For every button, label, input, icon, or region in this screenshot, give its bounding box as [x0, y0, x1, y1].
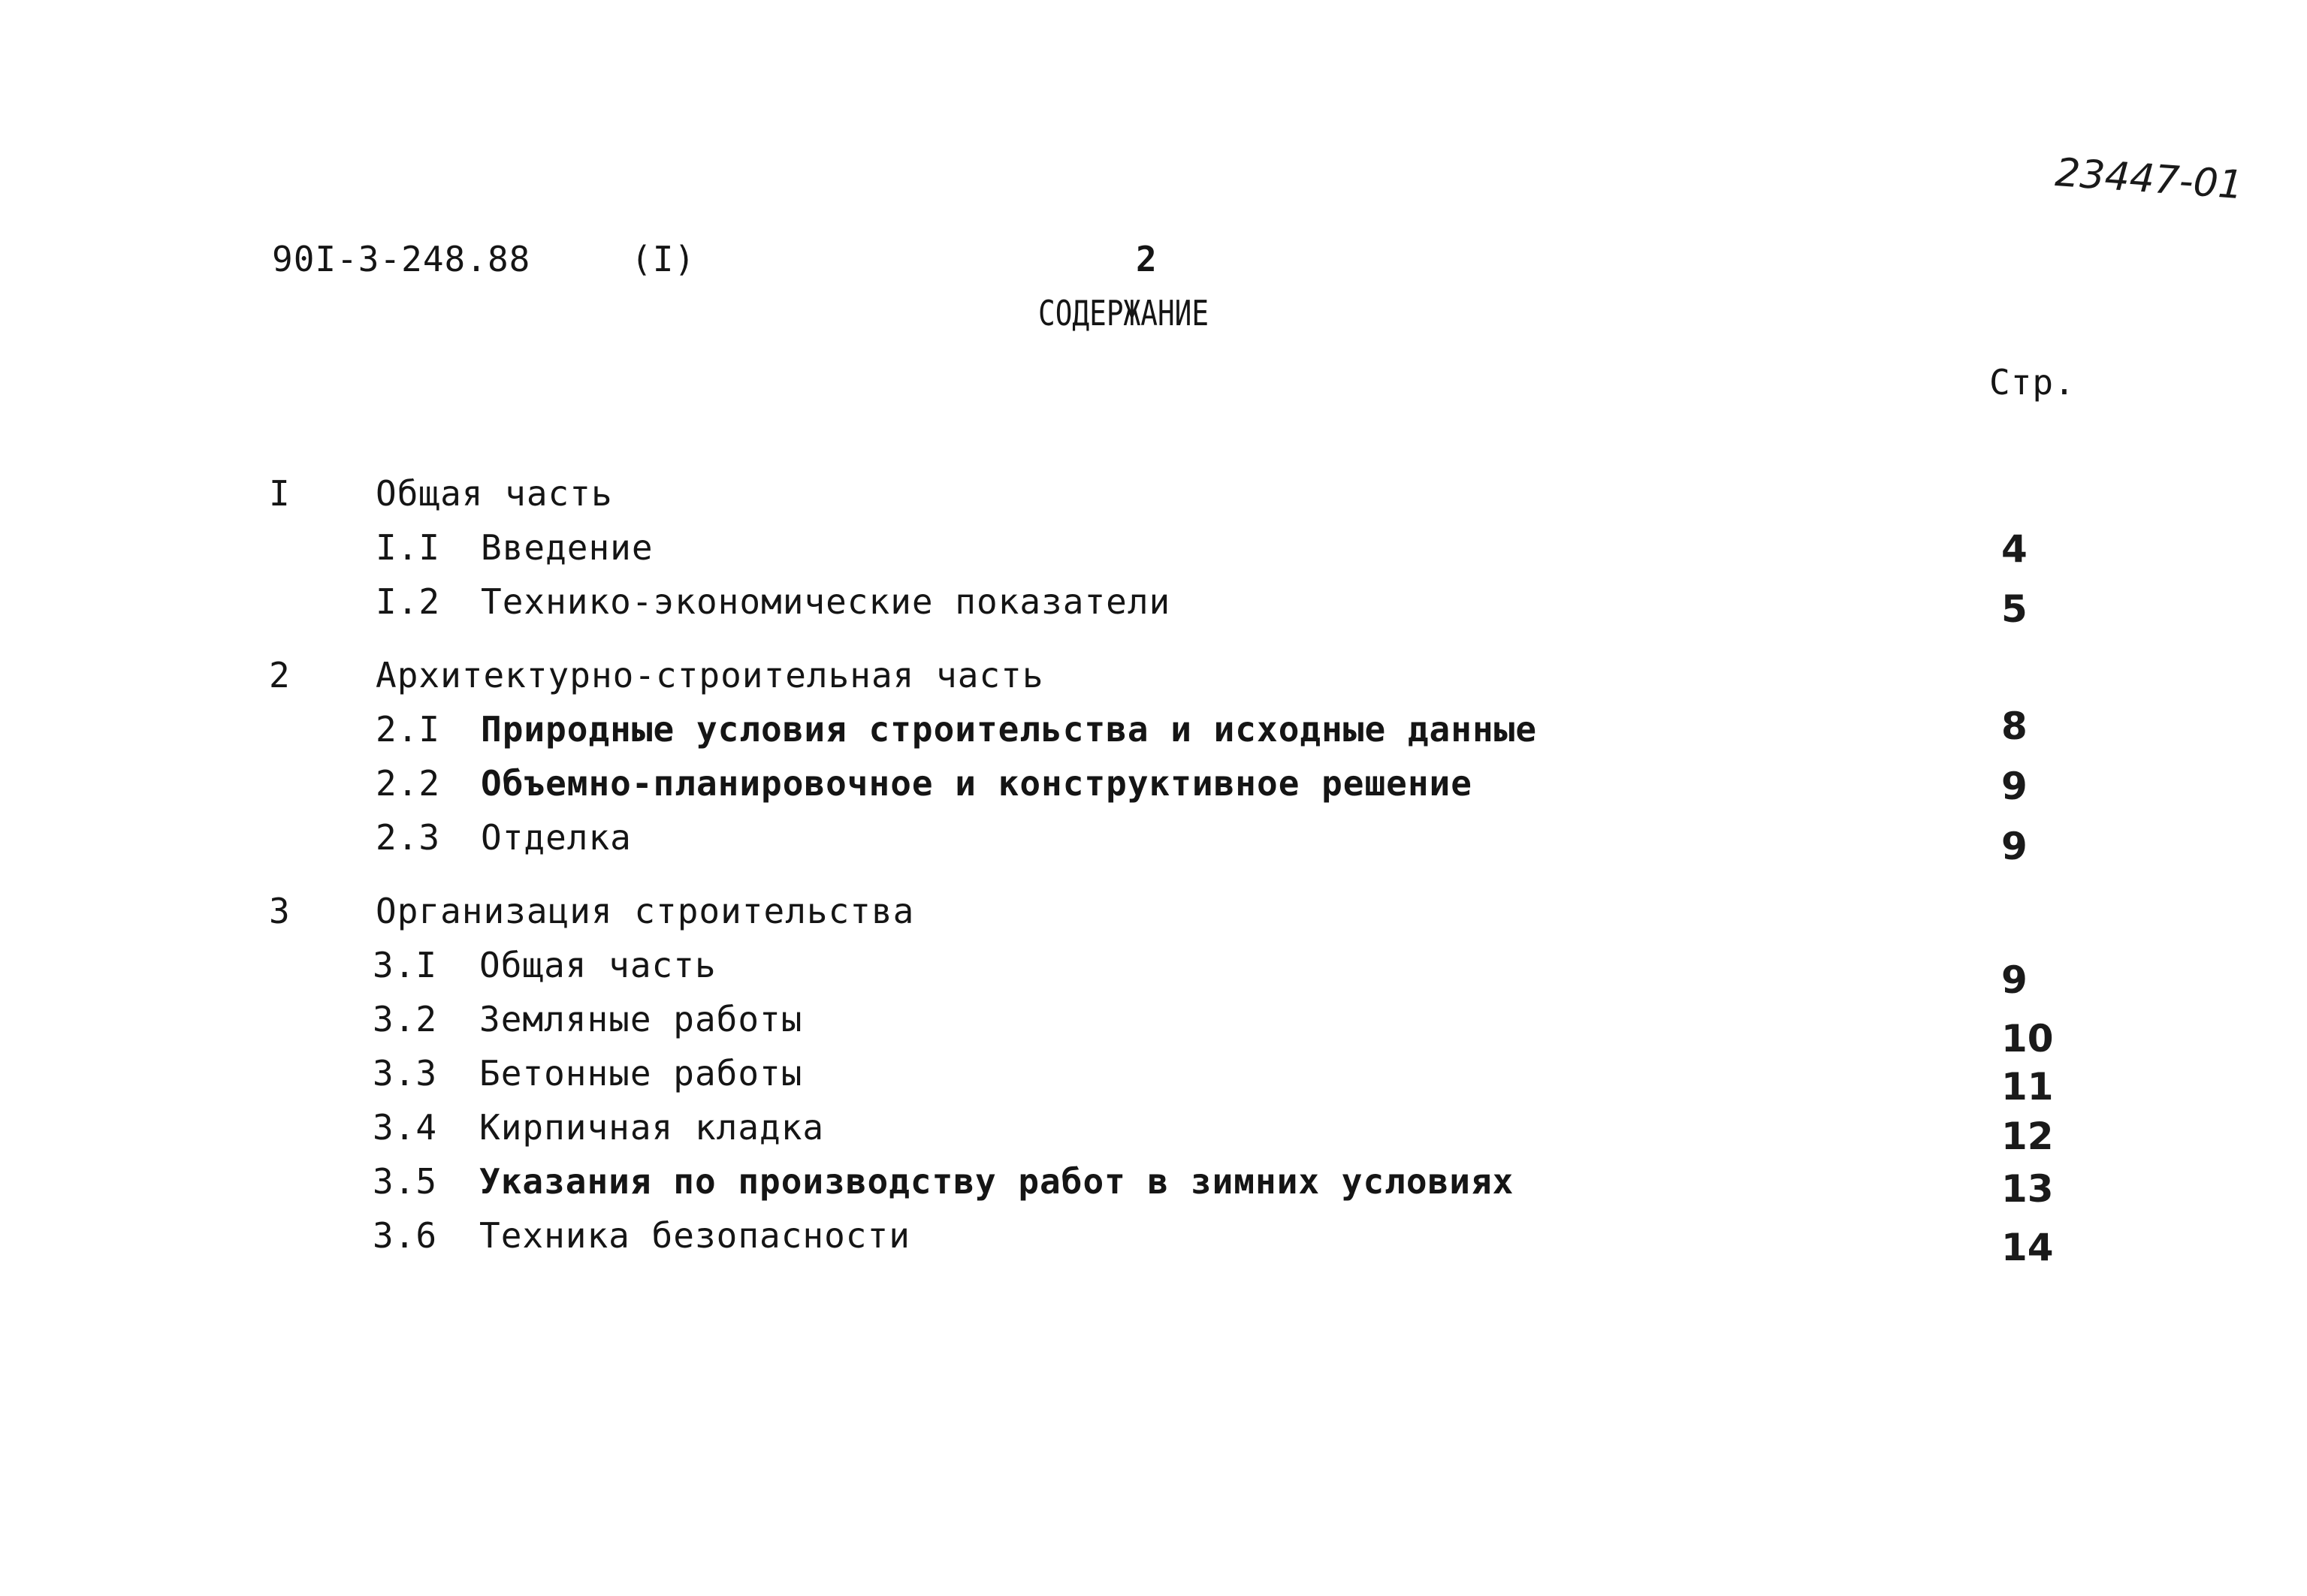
- subsection-page: 5: [2001, 587, 2028, 631]
- section-number: 3: [269, 891, 291, 931]
- subsection-page: 9: [2001, 958, 2028, 1002]
- volume-number: (I): [631, 239, 696, 279]
- subsection-title: Общая часть: [479, 945, 717, 985]
- section-number: 2: [269, 655, 291, 695]
- subsection-number: 3.I: [373, 945, 438, 985]
- subsection-title: Техника безопасности: [479, 1215, 910, 1256]
- subsection-page: 4: [2001, 527, 2028, 571]
- subsection-number: 3.6: [373, 1215, 438, 1256]
- subsection-number: I.I: [376, 527, 441, 568]
- subsection-title: Технико-экономические показатели: [481, 581, 1171, 622]
- subsection-page: 9: [2001, 765, 2028, 808]
- subsection-number: 2.3: [376, 817, 441, 858]
- subsection-page: 8: [2001, 704, 2028, 748]
- section-number: I: [269, 473, 291, 514]
- subsection-number: 3.5: [373, 1161, 438, 1202]
- subsection-page: 11: [2001, 1065, 2054, 1109]
- subsection-page: 14: [2001, 1226, 2054, 1269]
- subsection-number: 3.4: [373, 1107, 438, 1148]
- subsection-number: 3.3: [373, 1053, 438, 1094]
- subsection-page: 9: [2001, 825, 2028, 868]
- subsection-number: I.2: [376, 581, 441, 622]
- document-code: 90I-3-248.88: [272, 239, 531, 279]
- subsection-title: Кирпичная кладка: [479, 1107, 825, 1148]
- section-title: Общая часть: [376, 473, 613, 514]
- subsection-number: 2.I: [376, 709, 441, 750]
- section-title: Организация строительства: [376, 891, 915, 931]
- subsection-title: Земляные работы: [479, 999, 803, 1039]
- archive-stamp-number: 23447-01: [2053, 150, 2245, 209]
- subsection-title: Введение: [481, 527, 654, 568]
- page-column-label: Стр.: [1989, 362, 2076, 403]
- subsection-page: 12: [2001, 1115, 2054, 1158]
- subsection-number: 2.2: [376, 763, 441, 804]
- subsection-page: 13: [2001, 1167, 2054, 1211]
- subsection-title: Природные условия строительства и исходные данные: [481, 709, 1538, 750]
- page-title: СОДЕРЖАНИЕ: [1038, 293, 1209, 333]
- subsection-title: Отделка: [481, 817, 632, 858]
- section-title: Архитектурно-строительная часть: [376, 655, 1044, 695]
- subsection-title: Объемно-планировочное и конструктивное решение: [481, 763, 1472, 804]
- subsection-title: Бетонные работы: [479, 1053, 803, 1094]
- page-number: 2: [1136, 239, 1158, 279]
- subsection-number: 3.2: [373, 999, 438, 1039]
- subsection-title: Указания по производству работ в зимних условиях: [479, 1161, 1514, 1202]
- subsection-page: 10: [2001, 1017, 2054, 1060]
